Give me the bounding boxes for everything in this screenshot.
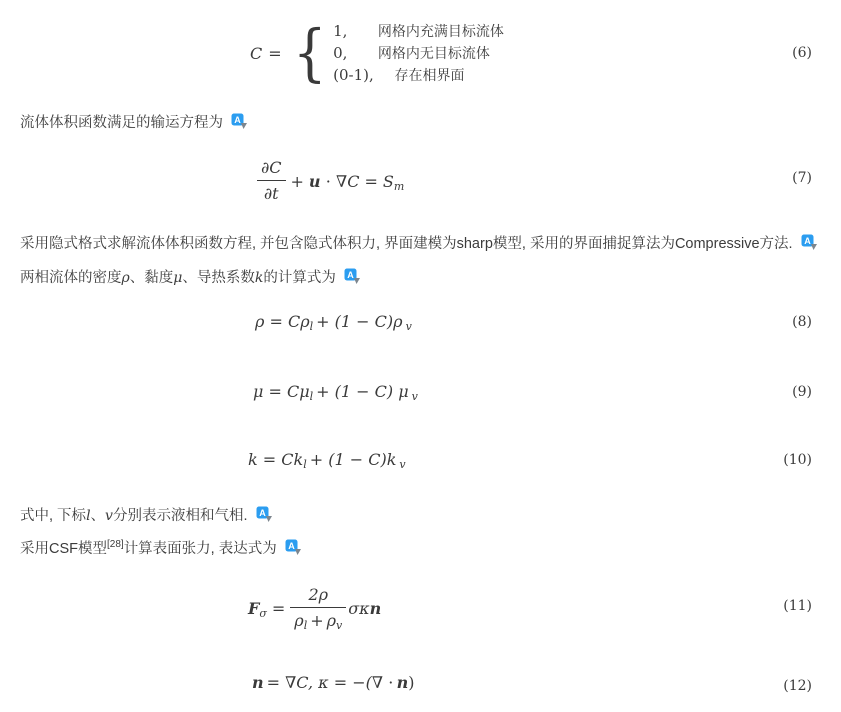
equation-number: (7) (792, 170, 812, 186)
svg-text:A: A (234, 115, 241, 125)
equation-number: (11) (783, 598, 812, 614)
equation-number: (10) (783, 452, 812, 468)
symbol-v: v (105, 508, 113, 524)
svg-text:A: A (288, 541, 295, 551)
translate-icon[interactable] (801, 234, 818, 251)
case-label: 网格内充满目标流体 (377, 23, 504, 39)
equation-number: (9) (792, 384, 812, 400)
paragraph-text: 流体体积函数满足的输运方程为 (20, 115, 223, 131)
paragraph-text: 计算表面张力, 表达式为 (123, 541, 277, 557)
equation-number: (12) (783, 678, 812, 694)
translate-icon[interactable] (256, 506, 273, 523)
equation-number: (8) (792, 314, 812, 330)
case-value: (0-1), (333, 66, 374, 84)
equation-11: $F_\sigma$ = $\frac{2\rho}{\rho_l + \rho_v}$ σκn (248, 585, 382, 632)
translate-icon[interactable] (285, 539, 302, 556)
svg-text:A: A (803, 236, 811, 246)
paragraph-transport-intro (20, 113, 248, 133)
paragraph-properties-intro (20, 268, 361, 288)
fraction: $\frac{2\rho}{\rho_l + \rho_v}$ (290, 585, 346, 630)
case-row (333, 64, 504, 86)
equation-6 (250, 16, 504, 89)
paragraph-subscripts-note (20, 506, 273, 526)
paragraph-text: 的计算式为 (263, 270, 336, 286)
eq6-cases (333, 20, 504, 86)
case-value: 1, (333, 22, 348, 40)
symbol-mu: μ (173, 270, 183, 286)
symbol-k: k (254, 270, 264, 286)
symbol-rho: ρ (121, 270, 130, 286)
paragraph-text: 式中, 下标 (20, 508, 87, 524)
equation-number: (6) (792, 45, 812, 61)
equation-12: n = ∇C, κ = −(∇ ⋅ n) (252, 673, 415, 692)
equation-10: $k = Ck_l + (1 - C)k$ $_v$ (248, 450, 406, 471)
cases-brace: { (292, 16, 327, 89)
symbol-l: l (86, 508, 91, 524)
translate-icon[interactable] (344, 268, 361, 285)
fraction: $\frac{\partial C}{\partial t}$ (257, 158, 286, 203)
paragraph-text: 两相流体的密度 (20, 270, 122, 286)
case-value: 0, (333, 44, 348, 62)
paragraph-csf-model (20, 539, 302, 559)
paragraph-text: 、 (90, 508, 106, 524)
eq6-lhs: C = (250, 43, 282, 63)
case-label: 存在相界面 (394, 67, 465, 83)
translate-icon[interactable] (231, 113, 248, 130)
svg-text:A: A (258, 508, 266, 518)
case-row (333, 42, 504, 64)
paragraph-text: 采用CSF模型 (20, 541, 107, 557)
paragraph-text: 采用隐式格式求解流体体积函数方程, 并包含隐式体积力, 界面建模为sharp模型, 采用的界面捕捉算法为Compressive方法. (20, 236, 793, 252)
case-row (333, 20, 504, 42)
equation-8: $\rho = C\rho_l + (1 - C)\rho$ $_v$ (255, 312, 412, 333)
paragraph-text: 、黏度 (129, 270, 174, 286)
citation-28: [28] (107, 539, 124, 551)
paragraph-implicit-scheme (20, 234, 818, 254)
paragraph-text: 、导热系数 (182, 270, 255, 286)
paragraph-text: 分别表示液相和气相. (112, 508, 248, 524)
case-label: 网格内无目标流体 (377, 45, 490, 61)
svg-text:A: A (347, 270, 354, 280)
equation-7: $\frac{\partial C}{\partial t}$ + $u \cdot \nabla C = S_m$ (257, 158, 404, 207)
equation-9: $\mu = C\mu_l + (1 - C)$ μ $_v$ (253, 382, 418, 403)
